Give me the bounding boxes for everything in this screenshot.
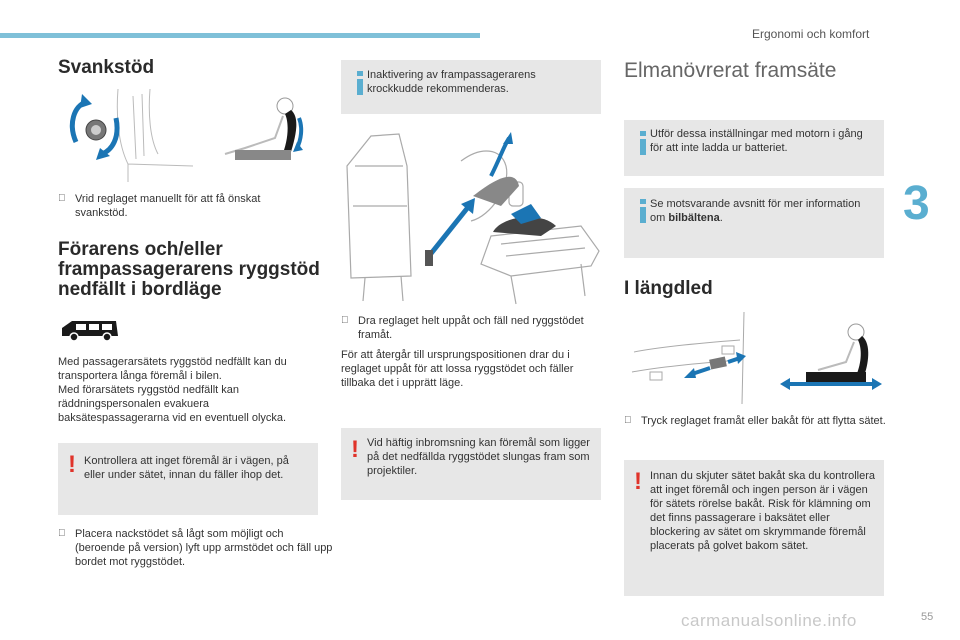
watermark: carmanualsonline.info — [681, 611, 857, 630]
info-box-motor: Utför dessa inställningar med motorn i gång för att inte ladda ur batteriet. — [624, 120, 884, 176]
warning-box-projektiler: ! Vid häftig inbromsning kan föremål som ligger på det nedfällda ryggstödet slungas fram som projektiler. — [341, 428, 601, 500]
folding-seat-illustration — [341, 126, 605, 306]
bullet-tryck-reglaget: Tryck reglaget framåt eller bakåt för att flytta sätet. — [624, 414, 903, 428]
bullet-marker — [341, 314, 349, 328]
van-icon — [60, 318, 120, 342]
seat-slide-person-illustration — [778, 318, 884, 394]
bullet-nackstod: Placera nackstödet så lågt som möjligt och (beroende på version) lyft upp armstödet och fäll upp bordet mot ryggstödet. — [58, 527, 333, 569]
info-box-bilbalten: Se motsvarande avsnitt för mer information om bilbältena. — [624, 188, 884, 258]
lumbar-person-illustration — [205, 88, 315, 168]
heading-langdled: I längdled — [624, 278, 713, 299]
warning-box-klamning: ! Innan du skjuter sätet bakåt ska du kontrollera att inget föremål och ingen person är i vägen för sätets rörelse bakåt. Risk för klämning om det finns passagerare i baksätet eller blockering av sätet om skrymmande föremål placerats på golvet bakom sätet. — [624, 460, 884, 596]
bilbalten-link: bilbältena — [668, 212, 720, 224]
page-number: 55 — [921, 611, 934, 623]
info-box-airbag: Inaktivering av frampassagerarens krockkudde rekommenderas. — [341, 60, 601, 114]
heading-elmanovrerat: Elmanövrerat framsäte — [624, 59, 837, 82]
warning-icon: ! — [68, 451, 76, 478]
paragraph-bordlage: Med passagerarsätets ryggstöd nedfällt kan du transportera långa föremål i bilen. Med förarsätets ryggstöd nedfällt kan räddningspersonalen evakuera baksätespassagerarna vid en eventuell olycka. — [58, 356, 287, 424]
bullet-dra-reglaget: Dra reglaget helt uppåt och fäll ned ryggstödet framåt. — [341, 314, 616, 342]
bullet-marker — [58, 192, 66, 206]
bullet-marker — [58, 527, 66, 541]
heading-svankstod: Svankstöd — [58, 57, 155, 78]
warning-icon: ! — [634, 468, 642, 495]
warning-box-fold: ! Kontrollera att inget föremål är i vägen, på eller under sätet, innan du fäller ihop det. — [58, 443, 318, 515]
section-header: Ergonomi och komfort — [752, 27, 870, 41]
bullet-svankstod: Vrid reglaget manuellt för att få önskat svankstöd. — [58, 192, 315, 220]
top-accent-bar — [0, 33, 480, 38]
chapter-number: 3 — [903, 177, 930, 230]
paragraph-ursprung: För att återgår till ursprungspositionen drar du i reglaget uppåt för att lossa ryggstödet och fäller tillbaka det i upprätt läge. — [341, 349, 574, 389]
heading-bordlage: Förarens och/eller frampassagerarens ryggstöd nedfällt i bordläge — [58, 239, 320, 300]
lumbar-seat-illustration — [58, 84, 198, 184]
bullet-marker — [624, 414, 632, 428]
seat-switch-illustration — [624, 312, 772, 404]
warning-icon: ! — [351, 436, 359, 463]
